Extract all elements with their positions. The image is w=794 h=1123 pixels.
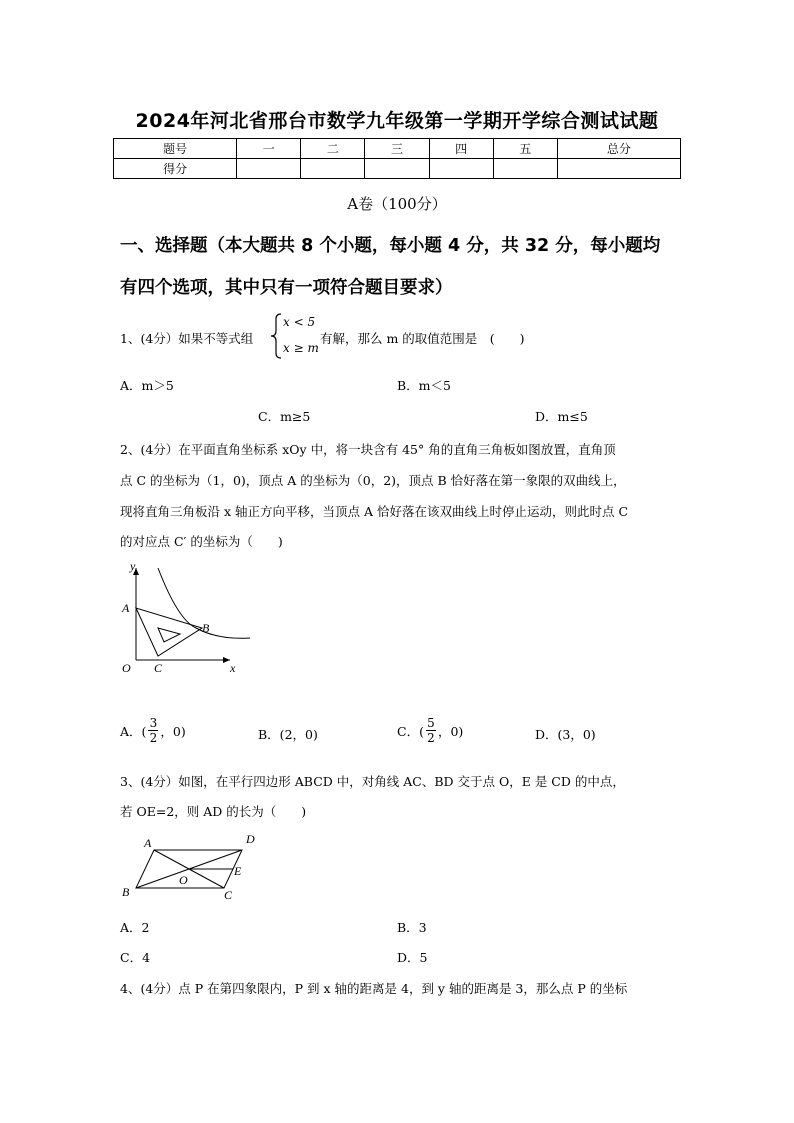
q2-option-d[interactable]: D．(3，0) [535,727,596,742]
score-header-cell: 二 [301,139,365,159]
q1-brace [270,313,284,359]
q2-option-b[interactable]: B．(2，0) [258,727,318,742]
q2-line3: 现将直角三角板沿 x 轴正方向平移，当顶点 A 恰好落在该双曲线上时停止运动，则此时点 C [120,504,629,519]
q2-line2: 点 C 的坐标为（1，0)，顶点 A 的坐标为（0，2)，顶点 B 恰好落在第一象限的双曲线上， [120,473,626,488]
q2-label-a: A [122,601,130,615]
score-cell[interactable] [429,159,493,179]
q2-option-c-fraction [426,716,436,745]
q2-option-c[interactable] [397,716,463,745]
q2-figure [118,560,258,678]
q3-label-e: E [234,864,242,878]
page-title: 2024年河北省邢台市数学九年级第一学期开学综合测试试题 [135,110,659,132]
q2-label-b: B [202,621,210,635]
score-cell[interactable] [557,159,680,179]
q3-option-c[interactable]: C．4 [120,950,151,965]
section1-heading-line1: 一、选择题（本大题共 8 个小题，每小题 4 分，共 32 分，每小题均 [120,236,661,256]
score-row-label: 得分 [114,159,237,179]
q2-option-a-prefix: A．( [120,723,147,739]
q3-option-d[interactable]: D．5 [397,950,428,965]
q2-triangle [136,608,202,656]
q2-option-c-suffix: ，0) [437,723,464,739]
q3-label-c: C [224,888,233,902]
score-cell[interactable] [365,159,429,179]
q2-option-a-numerator: 3 [149,716,158,730]
q2-label-x: x [230,661,236,675]
score-cell[interactable] [237,159,301,179]
score-header-cell: 五 [493,139,557,159]
q1-option-c[interactable]: C．m≥5 [258,409,311,424]
score-table [113,138,681,179]
x-axis-arrow-icon [223,657,230,663]
score-header-cell: 一 [237,139,301,159]
score-cell[interactable] [493,159,557,179]
score-header-cell: 总分 [557,139,680,159]
q3-line1: 3、(4分）如图，在平行四边形 ABCD 中，对角线 AC、BD 交于点 O，E 是 CD 的中点， [120,774,625,789]
paper-a-heading: A卷（100分） [347,195,447,213]
score-cell[interactable] [301,159,365,179]
q2-option-a-suffix: ，0) [160,723,186,739]
q2-option-a-denominator: 2 [149,731,158,745]
q1-option-b[interactable]: B．m＜5 [397,378,451,393]
score-table-header-row [114,139,681,159]
q2-option-a-fraction [148,716,158,745]
q2-option-c-denominator: 2 [427,731,435,745]
q2-option-c-numerator: 5 [427,716,435,730]
q2-label-o: O [122,661,131,675]
q3-label-d: D [246,832,255,846]
q3-label-b: B [122,885,130,899]
q1-option-a[interactable]: A．m＞5 [120,378,174,393]
q1-suffix: 有解，那么 m 的取值范围是 ( ) [320,331,525,346]
q3-label-a: A [144,836,152,850]
score-table-score-row [114,159,681,179]
q3-label-o: O [179,873,188,887]
section1-heading-line2: 有四个选项，其中只有一项符合题目要求） [120,278,453,298]
q2-line1: 2、(4分）在平面直角坐标系 xOy 中，将一块含有 45° 角的直角三角板如图放置，直角顶 [120,442,616,457]
q2-option-c-prefix: C．( [397,723,424,739]
q1-option-d[interactable]: D．m≤5 [535,409,588,424]
score-header-cell: 三 [365,139,429,159]
score-header-cell: 题号 [114,139,237,159]
q3-line2: 若 OE=2，则 AD 的长为（ ) [120,804,307,819]
q2-option-a[interactable] [120,716,186,745]
q2-label-c: C [154,661,163,675]
q3-figure [118,830,268,904]
q2-inner-triangle [158,628,180,642]
q2-line4: 的对应点 C′ 的坐标为（ ) [120,534,283,549]
score-header-cell: 四 [429,139,493,159]
q1-inequality-2: x ≥ m [283,341,319,355]
q3-option-b[interactable]: B．3 [397,920,427,935]
q2-label-y: y [130,560,136,573]
q4-line1: 4、(4分）点 P 在第四象限内，P 到 x 轴的距离是 4，到 y 轴的距离是 3，那么点 P 的坐标 [120,981,628,996]
q3-option-a[interactable]: A．2 [120,920,150,935]
q1-prefix: 1、(4分）如果不等式组 [120,331,254,346]
q1-inequality-1: x < 5 [283,315,316,329]
